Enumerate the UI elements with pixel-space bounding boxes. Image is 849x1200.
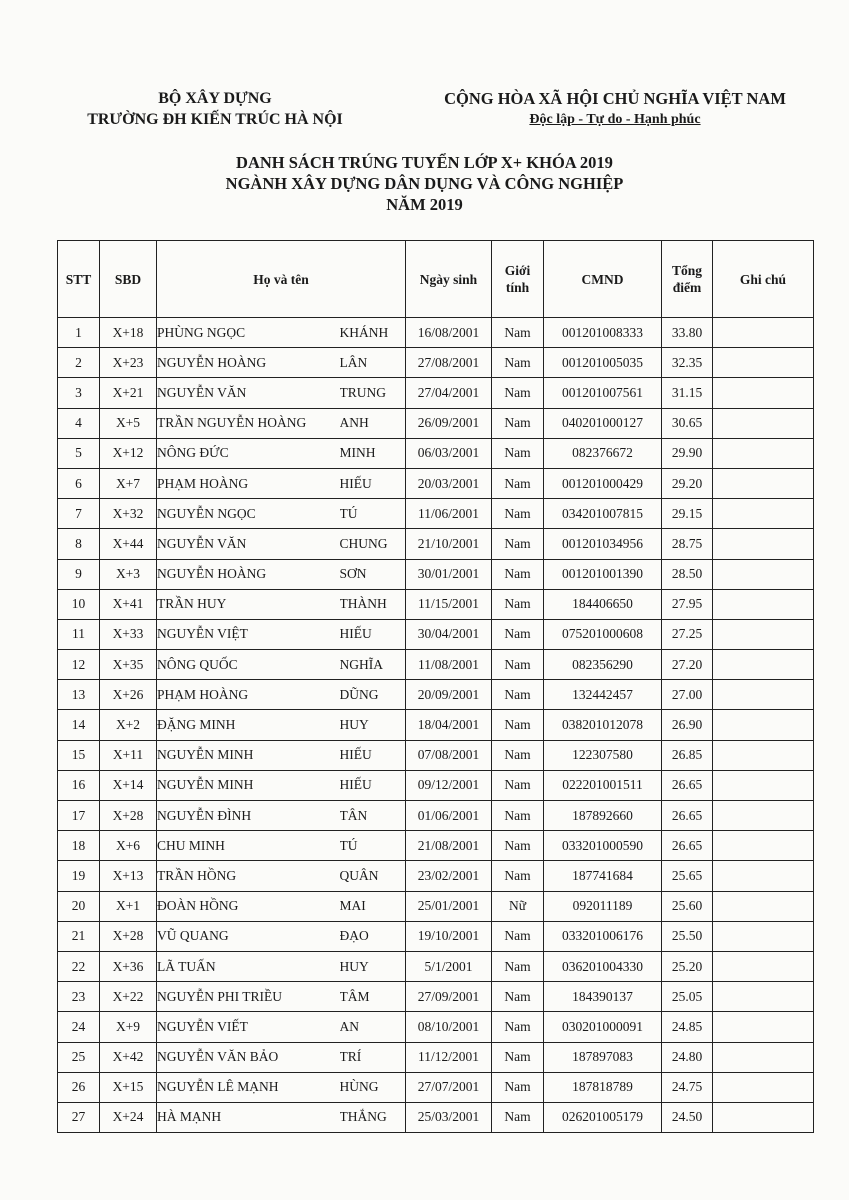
- cell-cmnd: 001201001390: [544, 559, 662, 589]
- cell-sbd: X+22: [100, 982, 157, 1012]
- cell-dob: 5/1/2001: [406, 951, 492, 981]
- cell-note: [713, 1012, 814, 1042]
- cell-surname: NGUYỄN VĂN BẢO: [157, 1042, 340, 1072]
- cell-stt: 24: [58, 1012, 100, 1042]
- cell-cmnd: 184406650: [544, 589, 662, 619]
- cell-sbd: X+21: [100, 378, 157, 408]
- cell-note: [713, 1102, 814, 1132]
- table-row: [58, 861, 814, 891]
- cell-cmnd: 022201001511: [544, 770, 662, 800]
- title-line-1: DANH SÁCH TRÚNG TUYỂN LỚP X+ KHÓA 2019: [236, 153, 613, 172]
- cell-cmnd: 187892660: [544, 801, 662, 831]
- cell-sbd: X+1: [100, 891, 157, 921]
- cell-gender: Nam: [492, 650, 544, 680]
- cell-gender: Nam: [492, 408, 544, 438]
- cell-gender: Nam: [492, 529, 544, 559]
- cell-cmnd: 092011189: [544, 891, 662, 921]
- cell-score: 25.05: [662, 982, 713, 1012]
- cell-stt: 27: [58, 1102, 100, 1132]
- cell-surname: NGUYỄN MINH: [157, 740, 340, 770]
- cell-dob: 06/03/2001: [406, 438, 492, 468]
- cell-note: [713, 1042, 814, 1072]
- cell-score: 30.65: [662, 408, 713, 438]
- national-motto: Độc lập - Tự do - Hạnh phúc: [529, 112, 701, 127]
- cell-dob: 25/01/2001: [406, 891, 492, 921]
- cell-note: [713, 680, 814, 710]
- cell-gender: Nam: [492, 801, 544, 831]
- col-header-name: Họ và tên: [157, 241, 406, 318]
- cell-score: 25.50: [662, 921, 713, 951]
- cell-surname: CHU MINH: [157, 831, 340, 861]
- table-row: [58, 1012, 814, 1042]
- cell-stt: 5: [58, 438, 100, 468]
- title-line-2: NGÀNH XÂY DỰNG DÂN DỤNG VÀ CÔNG NGHIỆP: [225, 174, 624, 193]
- cell-dob: 27/07/2001: [406, 1072, 492, 1102]
- cell-cmnd: 038201012078: [544, 710, 662, 740]
- cell-cmnd: 036201004330: [544, 951, 662, 981]
- cell-sbd: X+18: [100, 318, 157, 348]
- cell-gender: Nam: [492, 318, 544, 348]
- cell-score: 29.90: [662, 438, 713, 468]
- cell-surname: NGUYỄN PHI TRIỀU: [157, 982, 340, 1012]
- cell-surname: HÀ MẠNH: [157, 1102, 340, 1132]
- cell-gender: Nam: [492, 861, 544, 891]
- cell-given-name: ĐẠO: [340, 921, 406, 951]
- cell-surname: TRẦN NGUYỄN HOÀNG: [157, 408, 340, 438]
- table-row: [58, 589, 814, 619]
- cell-note: [713, 801, 814, 831]
- cell-note: [713, 710, 814, 740]
- cell-surname: NGUYỄN ĐÌNH: [157, 801, 340, 831]
- cell-dob: 20/03/2001: [406, 468, 492, 498]
- cell-sbd: X+2: [100, 710, 157, 740]
- cell-cmnd: 001201008333: [544, 318, 662, 348]
- table-row: [58, 529, 814, 559]
- cell-dob: 21/08/2001: [406, 831, 492, 861]
- cell-given-name: HIẾU: [340, 770, 406, 800]
- cell-given-name: HIẾU: [340, 468, 406, 498]
- cell-score: 26.90: [662, 710, 713, 740]
- table-row: [58, 740, 814, 770]
- table-row: [58, 1072, 814, 1102]
- cell-surname: PHẠM HOÀNG: [157, 680, 340, 710]
- cell-surname: NGUYỄN VĂN: [157, 529, 340, 559]
- cell-note: [713, 619, 814, 649]
- cell-dob: 23/02/2001: [406, 861, 492, 891]
- cell-cmnd: 001201034956: [544, 529, 662, 559]
- col-header-cmnd: CMND: [544, 241, 662, 318]
- table-row: [58, 408, 814, 438]
- cell-stt: 11: [58, 619, 100, 649]
- cell-score: 27.95: [662, 589, 713, 619]
- cell-surname: ĐẶNG MINH: [157, 710, 340, 740]
- cell-gender: Nam: [492, 589, 544, 619]
- table-row: [58, 831, 814, 861]
- table-row: [58, 499, 814, 529]
- col-header-note: Ghi chú: [713, 241, 814, 318]
- table-row: [58, 951, 814, 981]
- cell-score: 24.50: [662, 1102, 713, 1132]
- cell-dob: 25/03/2001: [406, 1102, 492, 1132]
- cell-note: [713, 529, 814, 559]
- cell-surname: NGUYỄN VĂN: [157, 378, 340, 408]
- cell-sbd: X+24: [100, 1102, 157, 1132]
- cell-cmnd: 033201006176: [544, 921, 662, 951]
- cell-sbd: X+36: [100, 951, 157, 981]
- cell-gender: Nam: [492, 680, 544, 710]
- cell-surname: NGUYỄN VIẾT: [157, 1012, 340, 1042]
- cell-note: [713, 982, 814, 1012]
- cell-dob: 16/08/2001: [406, 318, 492, 348]
- cell-dob: 21/10/2001: [406, 529, 492, 559]
- cell-sbd: X+26: [100, 680, 157, 710]
- cell-surname: NGUYỄN LÊ MẠNH: [157, 1072, 340, 1102]
- cell-gender: Nam: [492, 378, 544, 408]
- cell-sbd: X+41: [100, 589, 157, 619]
- cell-stt: 3: [58, 378, 100, 408]
- cell-note: [713, 921, 814, 951]
- cell-cmnd: 132442457: [544, 680, 662, 710]
- cell-sbd: X+3: [100, 559, 157, 589]
- table-row: [58, 710, 814, 740]
- cell-surname: NÔNG QUỐC: [157, 650, 340, 680]
- cell-sbd: X+9: [100, 1012, 157, 1042]
- cell-surname: NGUYỄN MINH: [157, 770, 340, 800]
- cell-sbd: X+33: [100, 619, 157, 649]
- cell-note: [713, 770, 814, 800]
- cell-dob: 09/12/2001: [406, 770, 492, 800]
- cell-given-name: THẮNG: [340, 1102, 406, 1132]
- cell-dob: 26/09/2001: [406, 408, 492, 438]
- cell-note: [713, 951, 814, 981]
- cell-note: [713, 861, 814, 891]
- cell-gender: Nam: [492, 438, 544, 468]
- cell-score: 25.20: [662, 951, 713, 981]
- cell-stt: 17: [58, 801, 100, 831]
- cell-score: 29.15: [662, 499, 713, 529]
- table-row: [58, 619, 814, 649]
- header-row: [58, 241, 814, 318]
- cell-note: [713, 348, 814, 378]
- cell-gender: Nam: [492, 982, 544, 1012]
- cell-note: [713, 408, 814, 438]
- cell-stt: 13: [58, 680, 100, 710]
- cell-dob: 27/04/2001: [406, 378, 492, 408]
- cell-dob: 11/12/2001: [406, 1042, 492, 1072]
- cell-score: 24.75: [662, 1072, 713, 1102]
- cell-stt: 8: [58, 529, 100, 559]
- cell-given-name: KHÁNH: [340, 318, 406, 348]
- table-row: [58, 770, 814, 800]
- table-row: [58, 438, 814, 468]
- cell-given-name: HUY: [340, 951, 406, 981]
- cell-given-name: CHUNG: [340, 529, 406, 559]
- cell-note: [713, 831, 814, 861]
- cell-stt: 10: [58, 589, 100, 619]
- cell-sbd: X+23: [100, 348, 157, 378]
- cell-gender: Nam: [492, 499, 544, 529]
- cell-score: 26.65: [662, 770, 713, 800]
- cell-score: 26.65: [662, 831, 713, 861]
- cell-sbd: X+28: [100, 921, 157, 951]
- cell-cmnd: 026201005179: [544, 1102, 662, 1132]
- title-line-3: NĂM 2019: [386, 195, 463, 214]
- cell-stt: 19: [58, 861, 100, 891]
- cell-note: [713, 378, 814, 408]
- cell-note: [713, 499, 814, 529]
- cell-given-name: AN: [340, 1012, 406, 1042]
- cell-cmnd: 187818789: [544, 1072, 662, 1102]
- cell-cmnd: 075201000608: [544, 619, 662, 649]
- cell-dob: 11/15/2001: [406, 589, 492, 619]
- cell-dob: 11/06/2001: [406, 499, 492, 529]
- cell-gender: Nam: [492, 740, 544, 770]
- cell-cmnd: 040201000127: [544, 408, 662, 438]
- cell-stt: 18: [58, 831, 100, 861]
- col-header-gender: Giới tính: [492, 241, 544, 318]
- col-header-score: Tổng điểm: [662, 241, 713, 318]
- cell-given-name: DŨNG: [340, 680, 406, 710]
- cell-sbd: X+44: [100, 529, 157, 559]
- table-row: [58, 318, 814, 348]
- cell-given-name: TÚ: [340, 499, 406, 529]
- cell-given-name: HUY: [340, 710, 406, 740]
- cell-surname: TRẦN HỒNG: [157, 861, 340, 891]
- cell-gender: Nam: [492, 770, 544, 800]
- cell-note: [713, 650, 814, 680]
- cell-surname: ĐOÀN HỒNG: [157, 891, 340, 921]
- cell-given-name: TÂM: [340, 982, 406, 1012]
- table-body: [58, 318, 814, 1133]
- cell-sbd: X+11: [100, 740, 157, 770]
- national-header: [400, 88, 830, 130]
- cell-sbd: X+42: [100, 1042, 157, 1072]
- cell-gender: Nam: [492, 1072, 544, 1102]
- cell-gender: Nam: [492, 1042, 544, 1072]
- cell-score: 26.65: [662, 801, 713, 831]
- cell-surname: NGUYỄN HOÀNG: [157, 559, 340, 589]
- cell-note: [713, 318, 814, 348]
- table-row: [58, 801, 814, 831]
- cell-sbd: X+5: [100, 408, 157, 438]
- university-name: TRƯỜNG ĐH KIẾN TRÚC HÀ NỘI: [87, 111, 343, 128]
- cell-dob: 27/08/2001: [406, 348, 492, 378]
- cell-cmnd: 001201007561: [544, 378, 662, 408]
- cell-sbd: X+28: [100, 801, 157, 831]
- cell-stt: 20: [58, 891, 100, 921]
- table-row: [58, 680, 814, 710]
- cell-stt: 4: [58, 408, 100, 438]
- cell-dob: 01/06/2001: [406, 801, 492, 831]
- cell-stt: 26: [58, 1072, 100, 1102]
- cell-sbd: X+14: [100, 770, 157, 800]
- cell-dob: 08/10/2001: [406, 1012, 492, 1042]
- cell-note: [713, 891, 814, 921]
- cell-gender: Nam: [492, 1012, 544, 1042]
- cell-gender: Nam: [492, 619, 544, 649]
- cell-sbd: X+35: [100, 650, 157, 680]
- cell-given-name: LÂN: [340, 348, 406, 378]
- cell-given-name: ANH: [340, 408, 406, 438]
- cell-cmnd: 034201007815: [544, 499, 662, 529]
- cell-cmnd: 001201005035: [544, 348, 662, 378]
- cell-dob: 07/08/2001: [406, 740, 492, 770]
- admission-table: [57, 240, 814, 1133]
- cell-stt: 25: [58, 1042, 100, 1072]
- ministry-header: [60, 88, 370, 130]
- cell-cmnd: 030201000091: [544, 1012, 662, 1042]
- cell-gender: Nam: [492, 951, 544, 981]
- cell-sbd: X+32: [100, 499, 157, 529]
- cell-stt: 9: [58, 559, 100, 589]
- cell-dob: 30/01/2001: [406, 559, 492, 589]
- cell-stt: 22: [58, 951, 100, 981]
- cell-surname: NÔNG ĐỨC: [157, 438, 340, 468]
- cell-given-name: MAI: [340, 891, 406, 921]
- cell-dob: 27/09/2001: [406, 982, 492, 1012]
- cell-stt: 6: [58, 468, 100, 498]
- cell-dob: 30/04/2001: [406, 619, 492, 649]
- cell-surname: NGUYỄN HOÀNG: [157, 348, 340, 378]
- table-row: [58, 348, 814, 378]
- cell-sbd: X+6: [100, 831, 157, 861]
- cell-score: 32.35: [662, 348, 713, 378]
- cell-given-name: HÙNG: [340, 1072, 406, 1102]
- cell-note: [713, 589, 814, 619]
- cell-score: 28.50: [662, 559, 713, 589]
- cell-stt: 2: [58, 348, 100, 378]
- cell-sbd: X+13: [100, 861, 157, 891]
- ministry-name: BỘ XÂY DỰNG: [158, 90, 272, 107]
- cell-stt: 23: [58, 982, 100, 1012]
- table-row: [58, 982, 814, 1012]
- cell-note: [713, 740, 814, 770]
- cell-surname: NGUYỄN NGỌC: [157, 499, 340, 529]
- cell-score: 24.80: [662, 1042, 713, 1072]
- cell-gender: Nam: [492, 921, 544, 951]
- cell-score: 25.60: [662, 891, 713, 921]
- cell-score: 25.65: [662, 861, 713, 891]
- cell-stt: 16: [58, 770, 100, 800]
- cell-given-name: TÚ: [340, 831, 406, 861]
- cell-cmnd: 184390137: [544, 982, 662, 1012]
- cell-stt: 21: [58, 921, 100, 951]
- cell-cmnd: 082356290: [544, 650, 662, 680]
- cell-surname: NGUYỄN VIỆT: [157, 619, 340, 649]
- cell-score: 29.20: [662, 468, 713, 498]
- cell-stt: 7: [58, 499, 100, 529]
- cell-surname: VŨ QUANG: [157, 921, 340, 951]
- cell-stt: 12: [58, 650, 100, 680]
- table-row: [58, 378, 814, 408]
- cell-given-name: NGHĨA: [340, 650, 406, 680]
- cell-note: [713, 559, 814, 589]
- col-header-stt: STT: [58, 241, 100, 318]
- col-header-sbd: SBD: [100, 241, 157, 318]
- cell-stt: 15: [58, 740, 100, 770]
- cell-cmnd: 001201000429: [544, 468, 662, 498]
- table-row: [58, 921, 814, 951]
- cell-sbd: X+7: [100, 468, 157, 498]
- cell-dob: 19/10/2001: [406, 921, 492, 951]
- cell-gender: Nam: [492, 468, 544, 498]
- cell-cmnd: 187741684: [544, 861, 662, 891]
- table-row: [58, 650, 814, 680]
- cell-given-name: TRUNG: [340, 378, 406, 408]
- cell-score: 24.85: [662, 1012, 713, 1042]
- cell-surname: LÃ TUẤN: [157, 951, 340, 981]
- cell-surname: TRẦN HUY: [157, 589, 340, 619]
- cell-cmnd: 122307580: [544, 740, 662, 770]
- cell-dob: 18/04/2001: [406, 710, 492, 740]
- country-name: CỘNG HÒA XÃ HỘI CHỦ NGHĨA VIỆT NAM: [444, 89, 786, 108]
- table-row: [58, 891, 814, 921]
- cell-sbd: X+12: [100, 438, 157, 468]
- document-title: [0, 152, 849, 215]
- cell-gender: Nam: [492, 710, 544, 740]
- cell-score: 26.85: [662, 740, 713, 770]
- cell-given-name: THÀNH: [340, 589, 406, 619]
- cell-sbd: X+15: [100, 1072, 157, 1102]
- cell-given-name: SƠN: [340, 559, 406, 589]
- cell-dob: 11/08/2001: [406, 650, 492, 680]
- cell-dob: 20/09/2001: [406, 680, 492, 710]
- cell-gender: Nam: [492, 831, 544, 861]
- cell-given-name: TRÍ: [340, 1042, 406, 1072]
- col-header-dob: Ngày sinh: [406, 241, 492, 318]
- cell-score: 28.75: [662, 529, 713, 559]
- cell-given-name: TÂN: [340, 801, 406, 831]
- cell-cmnd: 033201000590: [544, 831, 662, 861]
- cell-score: 27.20: [662, 650, 713, 680]
- cell-gender: Nam: [492, 1102, 544, 1132]
- cell-given-name: MINH: [340, 438, 406, 468]
- cell-gender: Nam: [492, 559, 544, 589]
- cell-score: 27.00: [662, 680, 713, 710]
- cell-note: [713, 438, 814, 468]
- cell-note: [713, 1072, 814, 1102]
- cell-given-name: QUÂN: [340, 861, 406, 891]
- cell-surname: PHẠM HOÀNG: [157, 468, 340, 498]
- cell-score: 27.25: [662, 619, 713, 649]
- cell-stt: 14: [58, 710, 100, 740]
- cell-gender: Nam: [492, 348, 544, 378]
- table-row: [58, 559, 814, 589]
- cell-cmnd: 082376672: [544, 438, 662, 468]
- cell-note: [713, 468, 814, 498]
- cell-given-name: HIẾU: [340, 740, 406, 770]
- cell-gender: Nữ: [492, 891, 544, 921]
- cell-stt: 1: [58, 318, 100, 348]
- cell-given-name: HIẾU: [340, 619, 406, 649]
- cell-cmnd: 187897083: [544, 1042, 662, 1072]
- cell-surname: PHÙNG NGỌC: [157, 318, 340, 348]
- table-row: [58, 1102, 814, 1132]
- cell-score: 31.15: [662, 378, 713, 408]
- table-row: [58, 468, 814, 498]
- cell-score: 33.80: [662, 318, 713, 348]
- table-row: [58, 1042, 814, 1072]
